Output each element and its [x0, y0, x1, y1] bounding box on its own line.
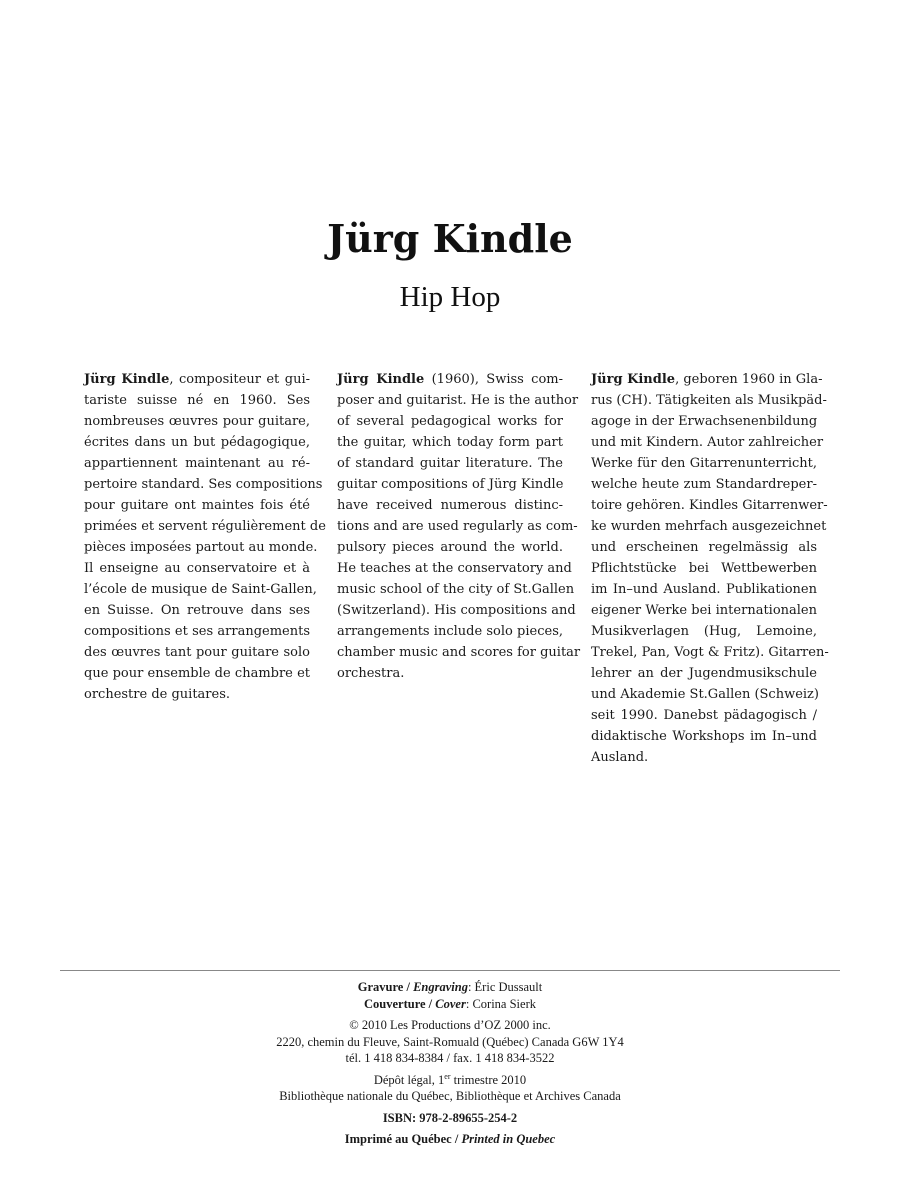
copyright-line: © 2010 Les Productions d’OZ 2000 inc.	[349, 1018, 551, 1032]
bio-line: agoge in der Erwachsenenbildung	[591, 414, 818, 429]
bio-line: Ausland.	[591, 750, 649, 765]
page-subtitle: Hip Hop	[399, 281, 501, 313]
bio-line: und erscheinen regelmässig als	[591, 540, 817, 555]
isbn-line: ISBN: 978-2-89655-254-2	[382, 1110, 518, 1125]
bio-line: Jürg Kindle, geboren 1960 in Gla-	[591, 372, 823, 387]
legal-deposit-line: Dépôt légal, 1er trimestre 2010	[373, 1071, 527, 1087]
biography-german	[591, 369, 829, 768]
engraving-label: Gravure /	[357, 980, 414, 994]
bio-line: lehrer an der Jugendmusikschule	[591, 666, 817, 681]
bio-line: primées et servent régulièrement de	[84, 519, 326, 534]
bio-line: orchestre de guitares.	[84, 687, 231, 702]
bio-lead-name: Jürg Kindle	[84, 372, 170, 387]
bio-line: rus (CH). Tätigkeiten als Musikpäd-	[591, 393, 827, 408]
address-line: 2220, chemin du Fleuve, Saint-Romuald (Québec) Canada G6W 1Y4	[276, 1034, 624, 1049]
bio-line: didaktische Workshops im In–und	[591, 729, 817, 744]
bio-line: orchestra.	[337, 666, 405, 681]
cover-label: Couverture /	[364, 996, 436, 1011]
libraries-line: Bibliothèque nationale du Québec, Bibliothèque et Archives Canada	[279, 1089, 621, 1103]
bio-line: seit 1990. Danebst pädagogisch /	[591, 708, 817, 723]
bio-line: poser and guitarist. He is the author	[337, 393, 579, 408]
bio-line: arrangements include solo pieces,	[337, 624, 563, 639]
bio-lead-name: Jürg Kindle	[337, 372, 425, 387]
bio-line: Werke für den Gitarrenunterricht,	[591, 456, 817, 471]
bio-line: He teaches at the conservatory and	[337, 561, 572, 576]
engraving-credit	[0, 979, 900, 996]
bio-line: Pflichtstücke bei Wettbewerben	[591, 561, 817, 576]
bio-line: welche heute zum Standardreper-	[591, 477, 817, 492]
engraving-label-en: Engraving	[413, 980, 468, 994]
bio-line: und mit Kindern. Autor zahlreicher	[591, 435, 824, 450]
bio-line: écrites dans un but pédagogique,	[84, 435, 310, 450]
bio-line: compositions et ses arrangements	[84, 624, 310, 639]
bio-line: appartiennent maintenant au ré-	[84, 456, 310, 471]
bio-line: Jürg Kindle (1960), Swiss com-	[337, 372, 563, 387]
bio-line: pièces imposées partout au monde.	[84, 540, 318, 555]
bio-line: en Suisse. On retrouve dans ses	[84, 603, 310, 618]
bio-line: Jürg Kindle, compositeur et gui-	[84, 372, 310, 387]
bio-line: have received numerous distinc-	[337, 498, 563, 513]
cover-credit	[0, 996, 900, 1013]
bio-line: of standard guitar literature. The	[337, 456, 563, 471]
engraving-value: : Éric Dussault	[467, 980, 543, 994]
bio-line: nombreuses œuvres pour guitare,	[84, 414, 310, 429]
bio-line: pulsory pieces around the world.	[337, 540, 563, 555]
bio-lead-name: Jürg Kindle	[591, 372, 676, 387]
colophon	[0, 979, 900, 1148]
bio-line: que pour ensemble de chambre et	[84, 666, 310, 681]
bio-line: ke wurden mehrfach ausgezeichnet	[591, 519, 827, 534]
bio-line: chamber music and scores for guitar	[337, 645, 581, 660]
bio-line: Il enseigne au conservatoire et à	[84, 561, 310, 576]
cover-value: : Corina Sierk	[465, 996, 536, 1011]
bio-line: music school of the city of St.Gallen	[337, 582, 575, 597]
printed-line: Imprimé au Québec / Printed in Quebec	[344, 1132, 556, 1146]
bio-line: tariste suisse né en 1960. Ses	[84, 393, 310, 408]
bio-line: des œuvres tant pour guitare solo	[84, 645, 310, 660]
bio-line: eigener Werke bei internationalen	[591, 603, 817, 618]
phone-line: tél. 1 418 834-8384 / fax. 1 418 834-3522	[345, 1051, 555, 1065]
cover-label-en: Cover	[435, 996, 466, 1011]
bio-line: toire gehören. Kindles Gitarrenwer-	[591, 498, 828, 513]
bio-line: Musikverlagen (Hug, Lemoine,	[591, 624, 817, 639]
bio-line: of several pedagogical works for	[337, 414, 563, 429]
bio-line: guitar compositions of Jürg Kindle	[337, 477, 564, 492]
bio-line: l’école de musique de Saint-Gallen,	[84, 582, 317, 597]
bio-line: und Akademie St.Gallen (Schweiz)	[591, 687, 819, 702]
bio-line: pour guitare ont maintes fois été	[84, 498, 310, 513]
bio-line: Trekel, Pan, Vogt & Fritz). Gitarren-	[591, 645, 829, 660]
biography-french	[84, 369, 326, 705]
divider-rule	[60, 970, 840, 971]
bio-line: tions and are used regularly as com-	[337, 519, 578, 534]
biography-english	[337, 369, 581, 684]
bio-line: (Switzerland). His compositions and	[337, 603, 576, 618]
bio-line: the guitar, which today form part	[337, 435, 563, 450]
bio-line: pertoire standard. Ses compositions	[84, 477, 323, 492]
bio-line: im In–und Ausland. Publikationen	[591, 582, 817, 597]
page-title: Jürg Kindle	[327, 216, 573, 261]
